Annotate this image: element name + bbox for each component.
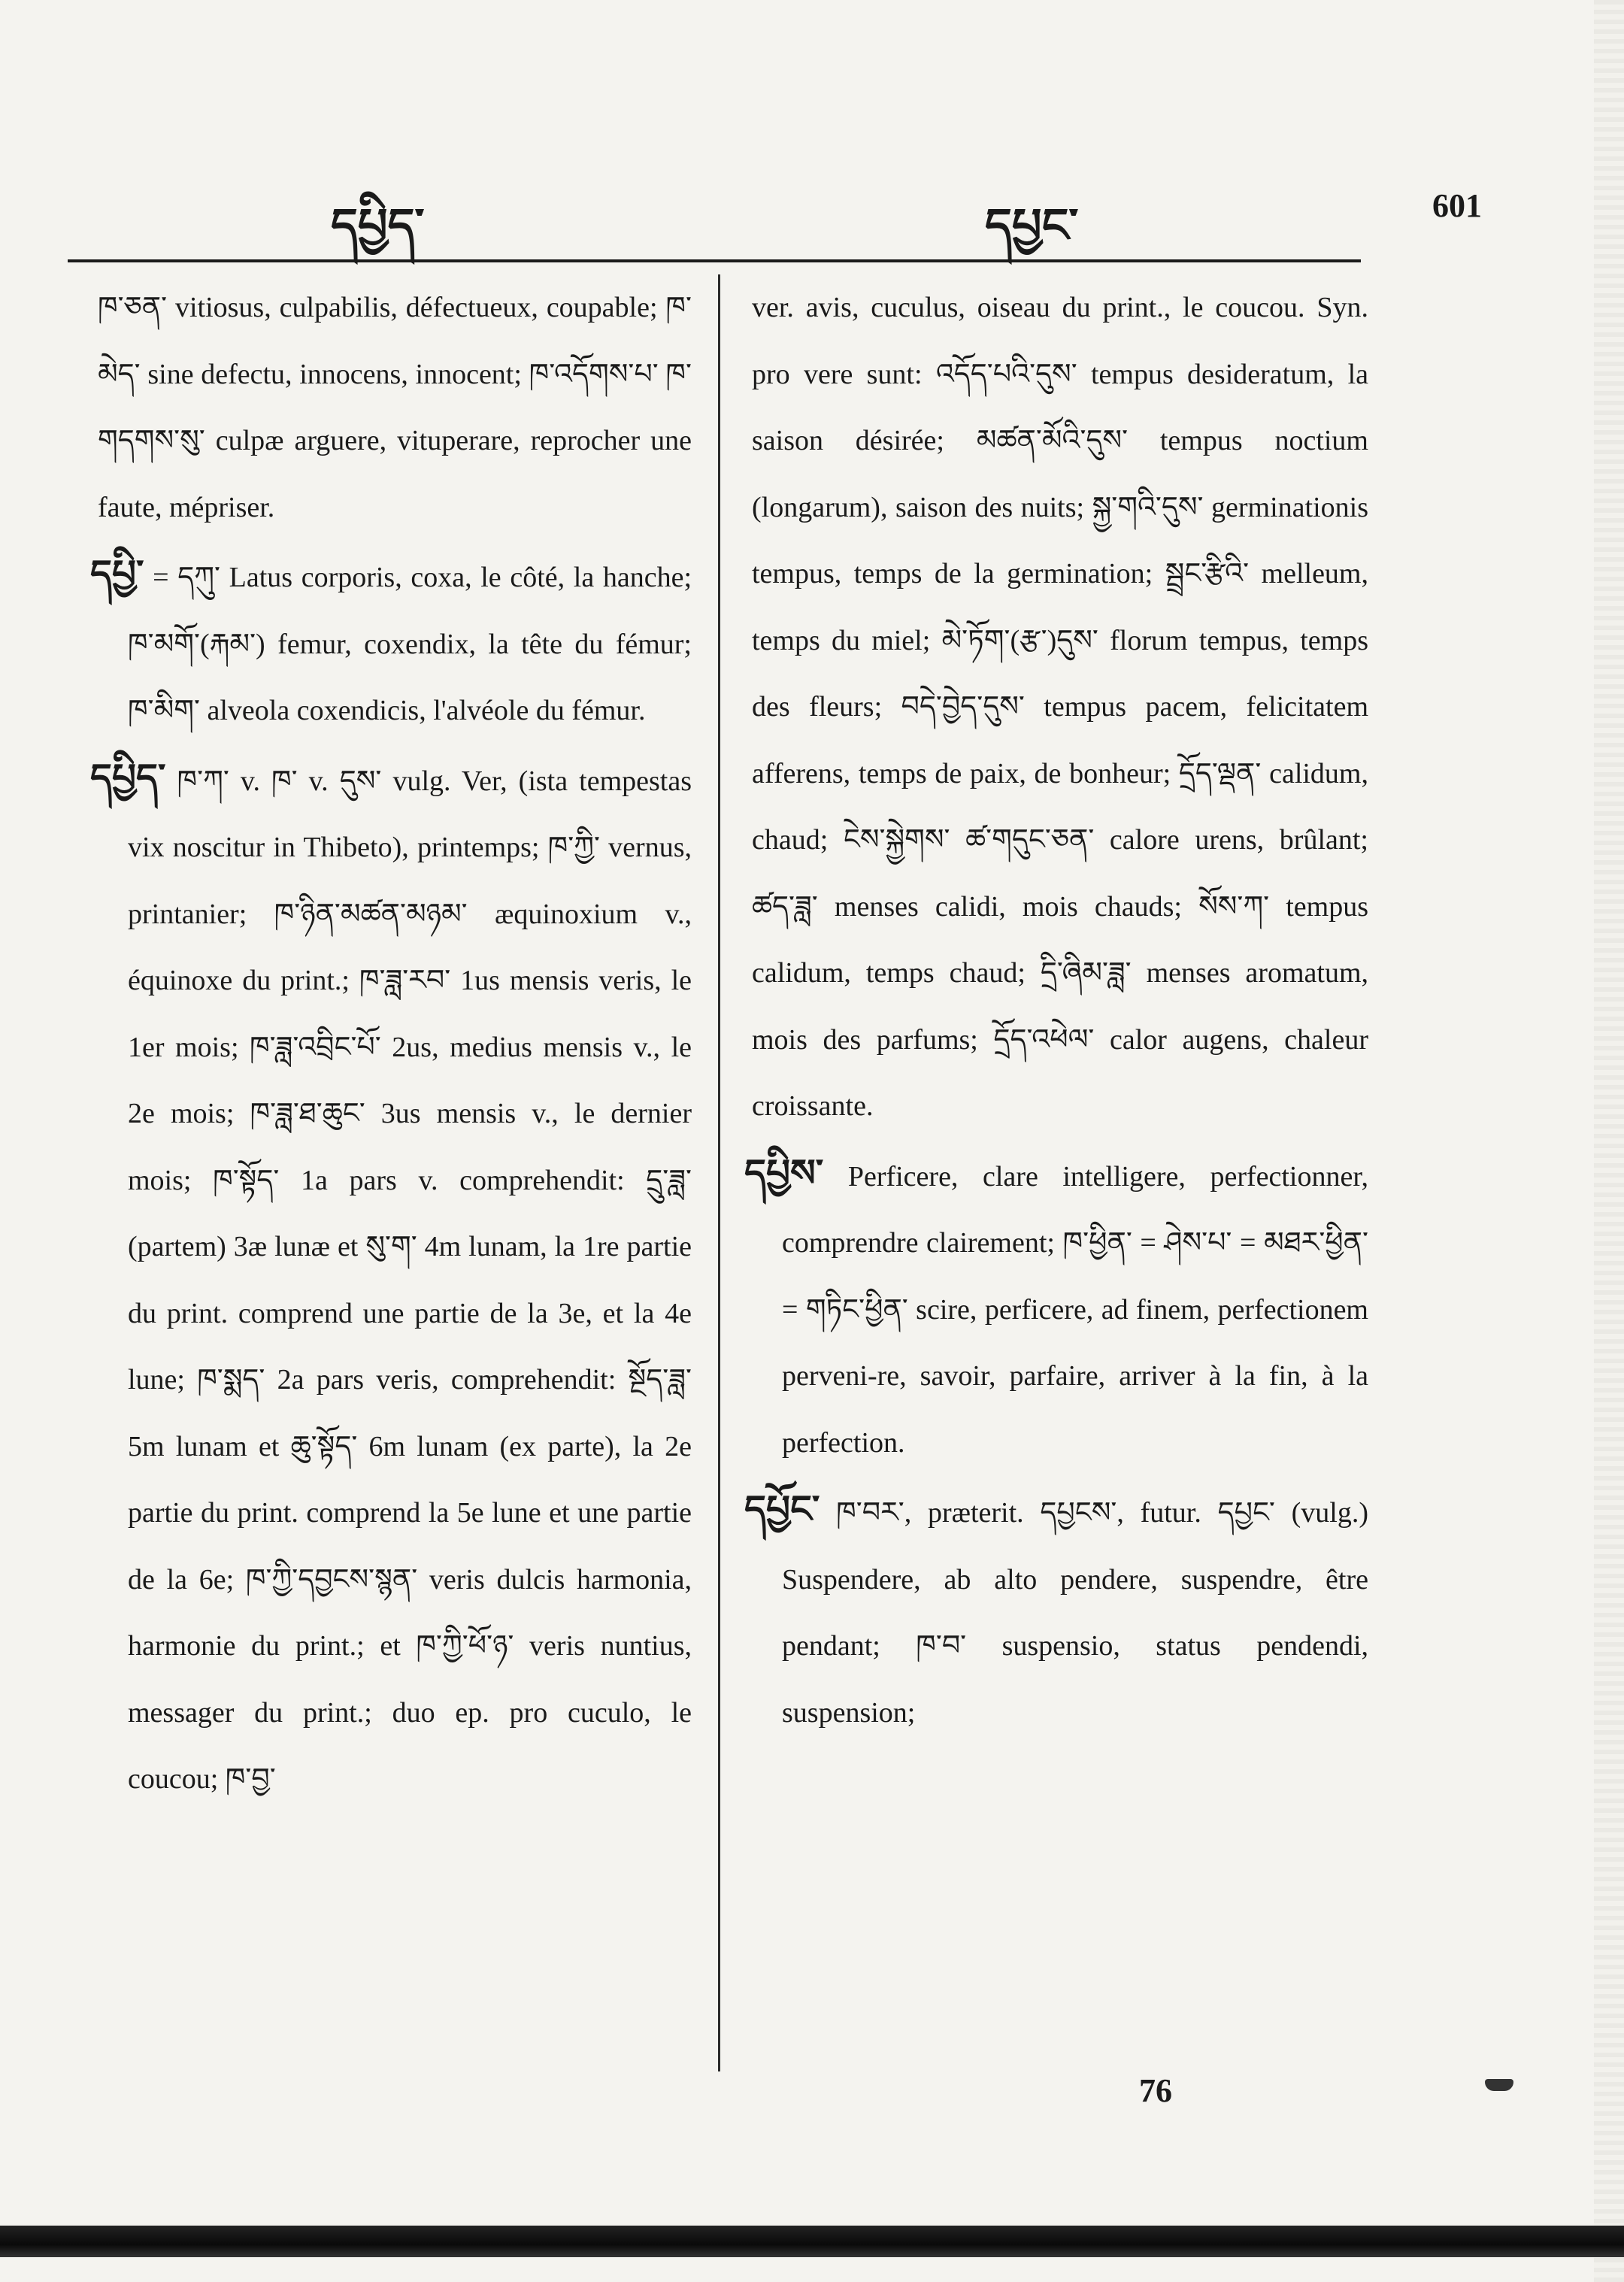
entry-continuation bbox=[98, 274, 692, 541]
page-number: 601 bbox=[1432, 187, 1482, 224]
entry-continuation bbox=[752, 274, 1368, 1140]
entry-text: ver. avis, cuculus, oiseau du print., le coucou. Syn. pro vere sunt: འདོད་པའི་དུས་ tempus desideratum, la saison désirée; མཚན་མོའི་དུས་ tempus noctium (longarum), saison des nuits; སྐྱ་གའི་དུས་ germinationis tempus, temps de la germination; སྦྲང་རྩིའི་ melleum, temps du miel; མེ་ཏོག་(རྩ་)དུས་ florum tempus, temps des fleurs; བདེ་བྱེད་དུས་ tempus pacem, felicitatem afferens, temps de paix, de bonheur; དྲོད་ལྡན་ calidum, chaud; ངེས་སྐྱེགས་ ཚ་གདུང་ཅན་ calore urens, brûlant; ཚད་ཟླ་ menses calidi, mois chauds; སོས་ཀ་ tempus calidum, temps chaud; དྲི་ཞིམ་ཟླ་ menses aromatum, mois des parfums; དྲོད་འཕེལ་ calor augens, chaleur croissante. bbox=[752, 292, 1368, 1122]
column-divider bbox=[718, 274, 720, 2071]
binding-mark bbox=[1485, 2079, 1513, 2091]
header-rule bbox=[68, 259, 1361, 262]
entry-dpyang bbox=[744, 1476, 1369, 1746]
right-column bbox=[744, 274, 1369, 1746]
scan-bottom-band bbox=[0, 2226, 1624, 2257]
entry-headword: དཔྱིད་ bbox=[90, 755, 166, 799]
entry-text: = དཀུ་ Latus corporis, coxa, le côté, la hanche; ཁ་མགོ་(རྐམ་) femur, coxendix, la tête du fémur; ཁ་མིག་ alveola coxendicis, l'alvéole du fémur. bbox=[128, 562, 692, 726]
right-running-headword: དཔྱང་ bbox=[985, 198, 1079, 253]
left-column bbox=[90, 274, 692, 1813]
entry-text: ཁ་ཅན་ vitiosus, culpabilis, défectueux, coupable; ཁ་མེད་ sine defectu, innocens, innocent; ཁ་འདོགས་པ་ ཁ་གདགས་སུ་ culpæ arguere, vituperare, reprocher une faute, mépriser. bbox=[98, 292, 692, 523]
signature-mark: 76 bbox=[1139, 2072, 1172, 2109]
entry-text: ཁ་བར་, præterit. དཔྱངས་, futur. དཔྱང་ (vulg.) Suspendere, ab alto pendere, suspendre, être pendant; ཁ་བ་ suspensio, status pendendi, suspension; bbox=[782, 1497, 1369, 1729]
entry-text: Perficere, clare intelligere, perfectionner, comprendre clairement; ཁ་ཕྱིན་ = ཤེས་པ་ = མཐར་ཕྱིན་ = གཏིང་ཕྱིན་ scire, perficere, ad finem, perfectionem perveni-re, savoir, parfaire, arriver à la fin, à la perfection. bbox=[782, 1160, 1368, 1459]
entry-text: ཁ་ཀ་ v. ཁ་ v. དུས་ vulg. Ver, (ista tempestas vix noscitur in Thibeto), printemps; ཁ་ཀྱི་ vernus, printanier; ཁ་ཉིན་མཚན་མཉམ་ æquinoxium v., équinoxe du print.; ཁ་ཟླ་རབ་ 1us mensis veris, le 1er mois; ཁ་ཟླ་འབྲིང་པོ་ 2us, medius mensis v., le 2e mois; ཁ་ཟླ་ཐ་ཆུང་ 3us mensis v., le dernier mois; ཁ་སྟོད་ 1a pars v. comprehendit: དྲུ་ཟླ་ (partem) 3æ lunæ et སུ་ག་ 4m lunam, la 1re partie du print. comprend une partie de la 3e, et la 4e lune; ཁ་སྨད་ 2a pars veris, comprehendit: སྔོད་ཟླ་ 5m lunam et ཆུ་སྟོད་ 6m lunam (ex parte), la 2e partie du print. comprend la 5e lune et une partie de la 6e; ཁ་ཀྱི་དབྱངས་སྙན་ veris dulcis harmonia, harmonie du print.; et ཁ་ཀྱི་ཕོ་ཉ་ veris nuntius, messager du print.; duo ep. pro cuculo, le coucou; ཁ་བྱ་ bbox=[128, 765, 692, 1795]
left-running-headword: དཔྱིད་ bbox=[331, 198, 425, 253]
entry-dpyid bbox=[90, 744, 692, 1813]
entry-dpyi bbox=[90, 541, 692, 744]
entry-dpyis bbox=[744, 1140, 1368, 1477]
entry-headword: དཔྱོང་ bbox=[744, 1487, 820, 1531]
scan-margin-noise bbox=[1594, 0, 1624, 2282]
entry-headword: དཔྱི་ bbox=[90, 552, 144, 596]
entry-headword: དཔྱིས་ bbox=[744, 1150, 824, 1195]
